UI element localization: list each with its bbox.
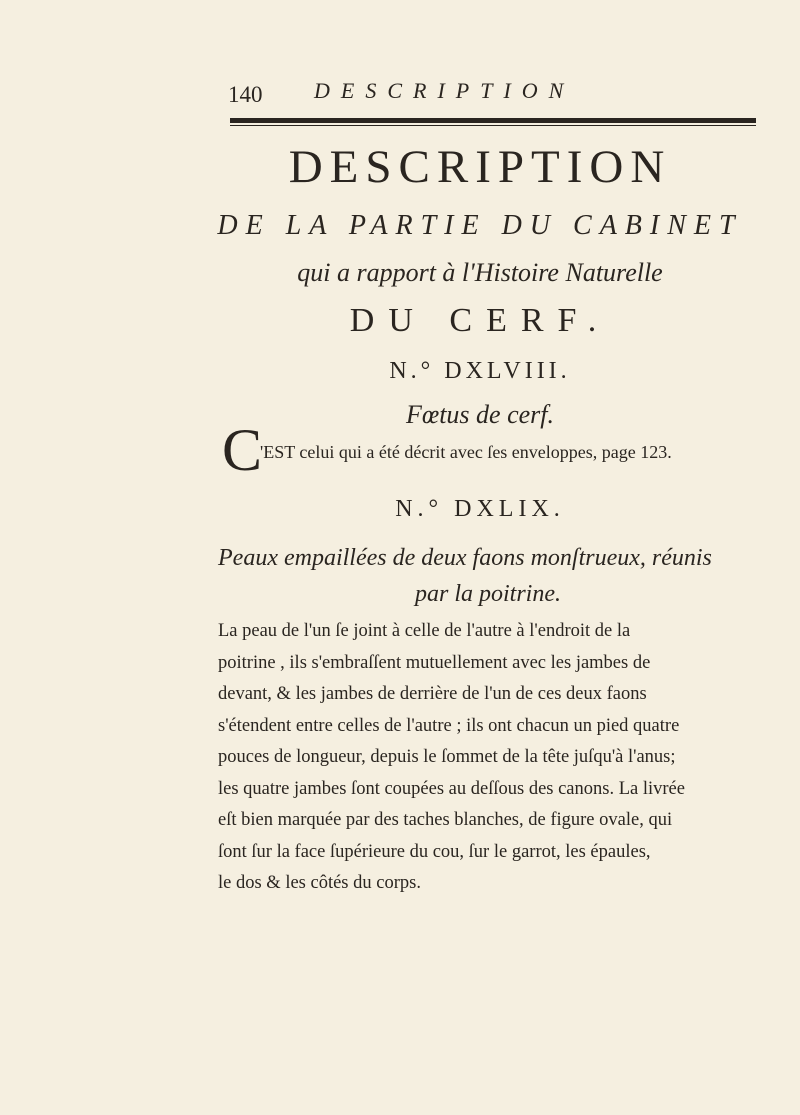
body-line: le dos & les côtés du corps. bbox=[218, 873, 421, 893]
entry-number-549: N.° DXLIX. bbox=[395, 496, 565, 522]
entry-heading-549-line-2: par la poitrine. bbox=[414, 581, 561, 607]
page-number: 140 bbox=[228, 82, 263, 107]
entry-heading-548: Fœtus de cerf. bbox=[405, 400, 555, 429]
page-title: DESCRIPTION bbox=[288, 141, 672, 193]
entry-heading-549 bbox=[218, 540, 758, 612]
drop-cap: C bbox=[222, 417, 263, 483]
entry-heading-549-line-1: Peaux empaillées de deux faons monſtrueux, réunis bbox=[218, 545, 712, 571]
body-line: pouces de longueur, depuis le ſommet de la tête juſqu'à l'anus; bbox=[218, 747, 676, 767]
entry-number-548: N.° DXLVIII. bbox=[389, 358, 571, 384]
body-line: La peau de l'un ſe joint à celle de l'autre à l'endroit de la bbox=[218, 621, 631, 641]
body-line: s'étendent entre celles de l'autre ; ils ont chacun un pied quatre bbox=[218, 715, 680, 736]
body-line: poitrine , ils s'embraſſent mutuellement avec les jambes de bbox=[218, 652, 651, 673]
body-line: devant, & les jambes de derrière de l'un de ces deux faons bbox=[218, 684, 647, 704]
running-title: DESCRIPTION bbox=[314, 78, 575, 103]
page-subtitle: DE LA PARTIE DU CABINET bbox=[217, 210, 743, 241]
entry-body-549 bbox=[218, 616, 758, 900]
body-line: eſt bien marquée par des taches blanches, de figure ovale, qui bbox=[218, 810, 673, 830]
body-line: ſont ſur la face ſupérieure du cou, ſur le garrot, les épaules, bbox=[218, 841, 651, 862]
header-rule-thin bbox=[230, 125, 756, 126]
header-rule bbox=[230, 118, 756, 123]
page-subject: DU CERF. bbox=[349, 302, 611, 339]
entry-text-548 bbox=[222, 417, 762, 483]
body-line: les quatre jambes ſont coupées au deſſous des canons. La livrée bbox=[218, 778, 685, 799]
page-subtitle-2: qui a rapport à l'Histoire Naturelle bbox=[297, 258, 663, 287]
running-head bbox=[228, 78, 756, 118]
entry-text-548-body: 'EST celui qui a été décrit avec ſes enveloppes, page 123. bbox=[260, 442, 672, 462]
